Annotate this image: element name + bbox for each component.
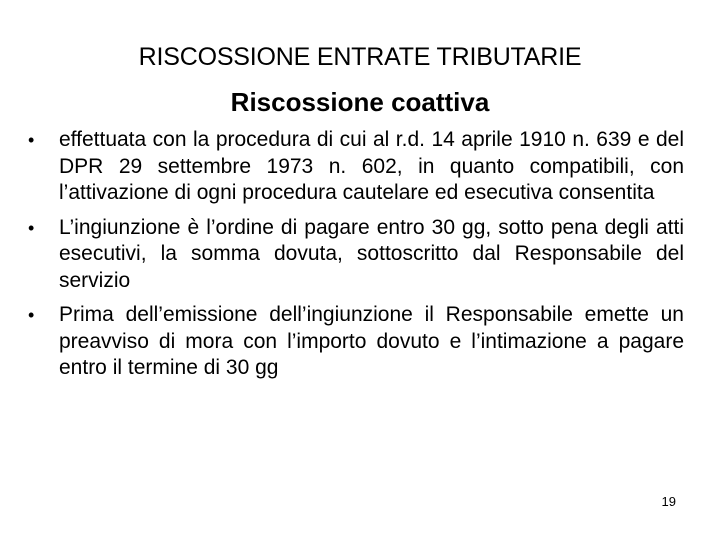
slide-heading: RISCOSSIONE ENTRATE TRIBUTARIE bbox=[138, 43, 582, 71]
bullet-text: L’ingiunzione è l’ordine di pagare entro 30 gg, sotto pena degli atti esecutivi, la somma dovuta, sottoscritto dal Responsabile del servizio bbox=[59, 215, 684, 292]
bullet-list bbox=[28, 127, 684, 390]
bullet-icon: • bbox=[28, 130, 35, 150]
bullet-item bbox=[28, 302, 684, 382]
bullet-text: Prima dell’emissione dell’ingiunzione il Responsabile emette un preavviso di mora con l’importo dovuto e l’intimazione a pagare entro il termine di 30 gg bbox=[59, 303, 684, 379]
slide-subheading: Riscossione coattiva bbox=[230, 87, 490, 117]
bullet-icon: • bbox=[28, 217, 35, 238]
bullet-icon: • bbox=[28, 305, 35, 325]
bullet-text: effettuata con la procedura di cui al r.d. 14 aprile 1910 n. 639 e del DPR 29 settembre 1973 n. 602, in quanto compatibili, con l’attivazione di ogni procedura cautelare ed esecutiva consentita bbox=[59, 128, 684, 204]
bullet-item bbox=[28, 215, 684, 295]
bullet-item bbox=[28, 127, 684, 207]
page-number: 19 bbox=[661, 494, 676, 509]
